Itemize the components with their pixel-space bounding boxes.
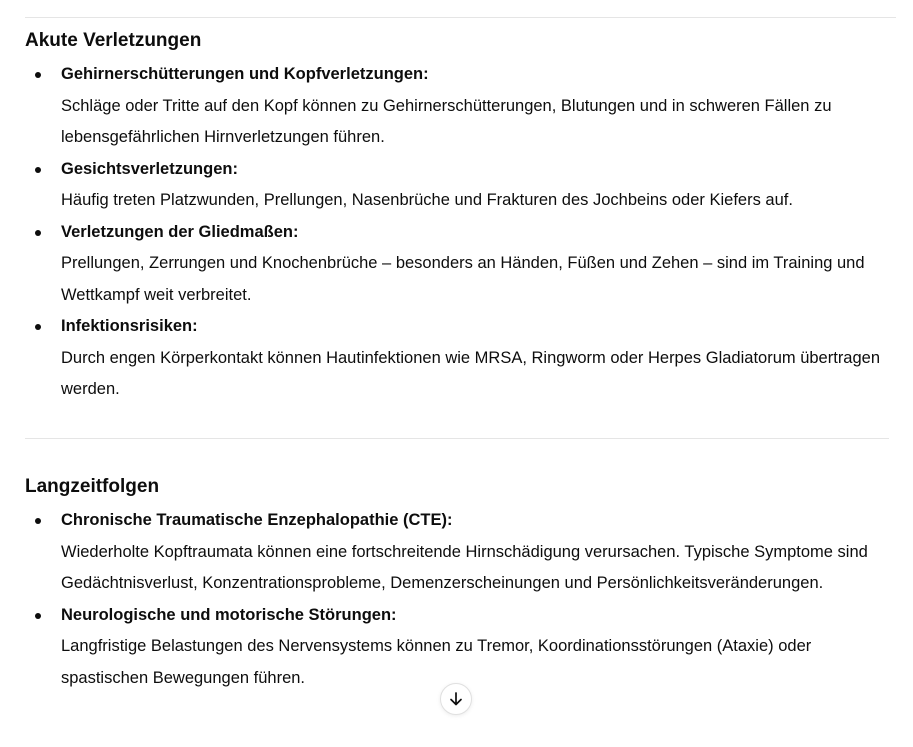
list-item-text: Durch engen Körperkontakt können Hautinfektionen wie MRSA, Ringworm oder Herpes Gladiatorum übertragen werden. bbox=[61, 348, 881, 398]
list-item-title: Neurologische und motorische Störungen: bbox=[61, 605, 397, 624]
list-item-text: Häufig treten Platzwunden, Prellungen, Nasenbrüche und Frakturen des Jochbeins oder Kiefers auf. bbox=[61, 191, 793, 209]
scroll-to-bottom-button[interactable] bbox=[440, 683, 472, 715]
bullet-icon bbox=[35, 167, 41, 173]
bullet-icon bbox=[35, 72, 41, 78]
section-heading-long-term-effects: Langzeitfolgen bbox=[25, 476, 160, 497]
section-heading-acute-injuries: Akute Verletzungen bbox=[25, 30, 202, 51]
bullet-icon bbox=[35, 613, 41, 619]
list-item bbox=[0, 600, 890, 695]
list-item bbox=[0, 217, 890, 312]
bullet-icon bbox=[35, 518, 41, 524]
acute-injuries-list bbox=[0, 59, 890, 406]
arrow-down-icon bbox=[447, 690, 465, 708]
list-item bbox=[0, 59, 890, 154]
long-term-effects-list bbox=[0, 505, 890, 694]
list-item-text: Langfristige Belastungen des Nervensystems können zu Tremor, Koordinationsstörungen (Ataxie) oder spastischen Bewegungen führen. bbox=[61, 637, 812, 687]
list-item bbox=[0, 505, 890, 600]
bullet-icon bbox=[35, 230, 41, 236]
list-item-title: Chronische Traumatische Enzephalopathie (CTE): bbox=[61, 511, 453, 529]
divider bbox=[25, 438, 889, 439]
list-item-title: Infektionsrisiken: bbox=[61, 317, 198, 335]
list-item-title: Gesichtsverletzungen: bbox=[61, 159, 238, 178]
divider bbox=[25, 17, 896, 18]
list-item-text: Wiederholte Kopftraumata können eine fortschreitende Hirnschädigung verursachen. Typische Symptome sind Gedächtnisverlust, Konzentrationsprobleme, Demenzerscheinungen und Persönlichkeitsveränderungen. bbox=[61, 542, 868, 592]
list-item-text: Schläge oder Tritte auf den Kopf können zu Gehirnerschütterungen, Blutungen und in schweren Fällen zu lebensgefährlichen Hirnverletzungen führen. bbox=[61, 96, 832, 146]
bullet-icon bbox=[35, 324, 41, 330]
list-item bbox=[0, 311, 890, 406]
list-item-title: Gehirnerschütterungen und Kopfverletzungen: bbox=[61, 65, 429, 83]
list-item-text: Prellungen, Zerrungen und Knochenbrüche – besonders an Händen, Füßen und Zehen – sind im Training und Wettkampf weit verbreitet. bbox=[61, 254, 865, 304]
list-item bbox=[0, 154, 890, 217]
list-item-title: Verletzungen der Gliedmaßen: bbox=[61, 222, 299, 241]
